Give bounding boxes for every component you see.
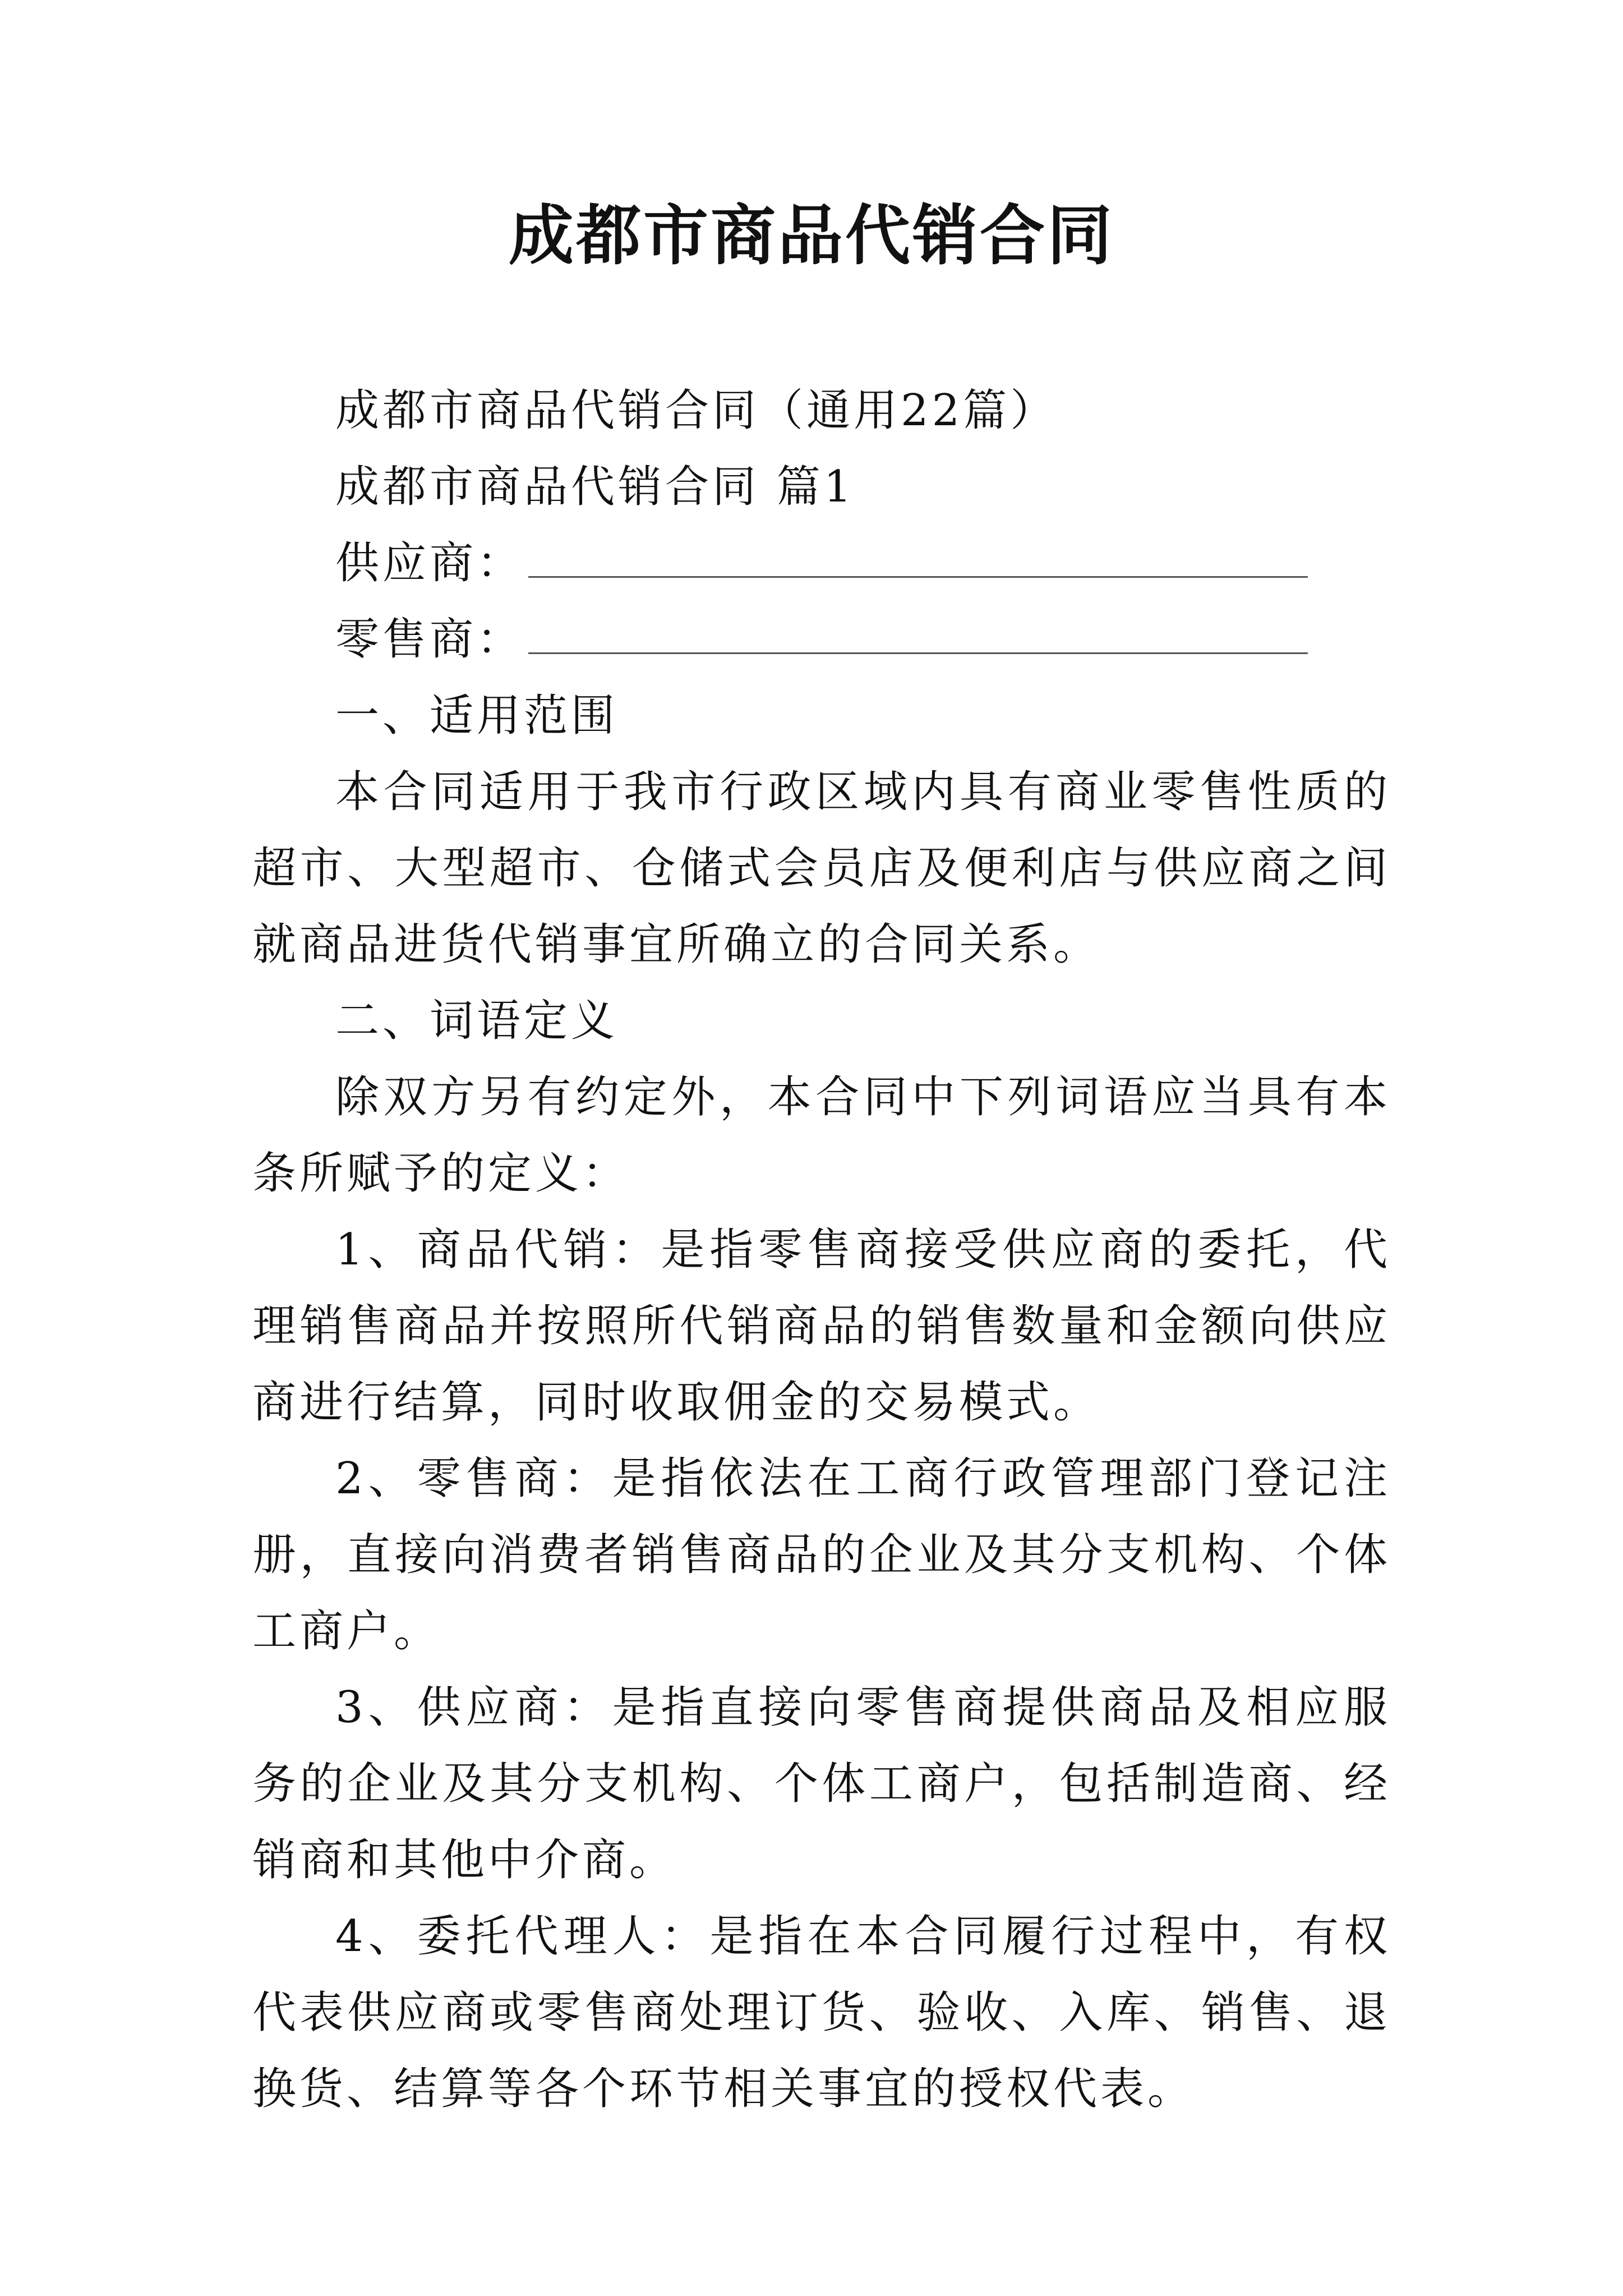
retailer-blank-line: [528, 614, 1308, 654]
page-title: 成都市商品代销合同: [509, 197, 1114, 274]
definition-retailer: 2、零售商：是指依法在工商行政管理部门登记注册，直接向消费者销售商品的企业及其分支机构、个体工商户。: [252, 1453, 1391, 1657]
clause-heading-definitions: 二、词语定义: [335, 996, 619, 1046]
definition-supplier: 3、供应商：是指直接向零售商提供商品及相应服务的企业及其分支机构、个体工商户，包括制造商、经销商和其他中介商。: [252, 1682, 1391, 1885]
definition-consignment: 1、商品代销：是指零售商接受供应商的委托，代理销售商品并按照所代销商品的销售数量和金额向供应商进行结算，同时收取佣金的交易模式。: [252, 1225, 1391, 1428]
document-subtitle: 成都市商品代销合同（通用22篇）: [335, 385, 1058, 436]
clause-heading-scope: 一、适用范围: [335, 691, 619, 741]
section-heading: 成都市商品代销合同 篇1: [335, 462, 855, 512]
retailer-field: [252, 601, 1391, 678]
supplier-blank-line: [528, 538, 1308, 578]
supplier-field: [252, 525, 1391, 601]
document-body: [252, 372, 1391, 2127]
supplier-label: 供应商：: [335, 538, 524, 588]
definition-agent: 4、委托代理人：是指在本合同履行过程中，有权代表供应商或零售商处理订货、验收、入库、销售、退换货、结算等各个环节相关事宜的授权代表。: [252, 1911, 1391, 2114]
retailer-label: 零售商：: [335, 614, 524, 665]
clause-scope-text: 本合同适用于我市行政区域内具有商业零售性质的超市、大型超市、仓储式会员店及便利店与供应商之间就商品进货代销事宜所确立的合同关系。: [252, 767, 1391, 970]
clause-definitions-intro: 除双方另有约定外，本合同中下列词语应当具有本条所赋予的定义：: [252, 1072, 1391, 1199]
